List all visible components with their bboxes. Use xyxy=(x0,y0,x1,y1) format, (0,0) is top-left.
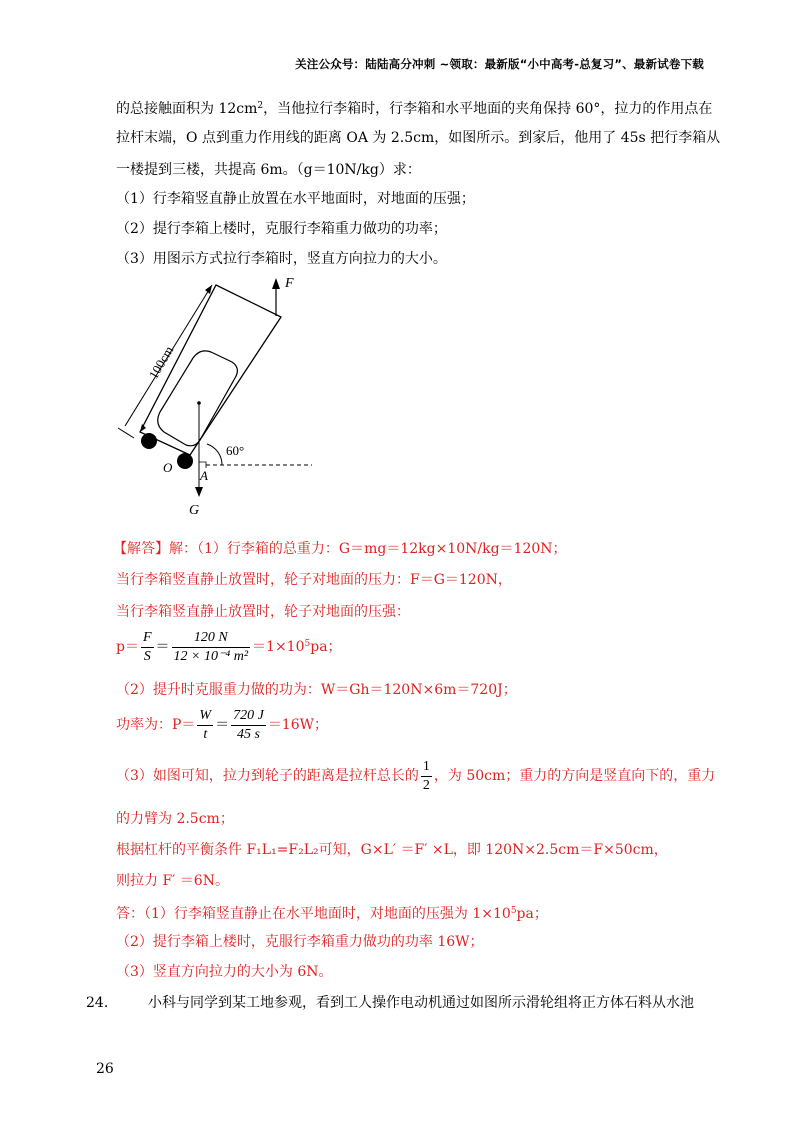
dimension-arrow-top xyxy=(205,285,212,294)
page-header: 关注公众号：陆陆高分冲刺 ~领取：最新版“小中高考-总复习”、最新试卷下载 xyxy=(295,57,704,71)
next-question-text: 小科与同学到某工地参观，看到工人操作电动机通过如图所示滑轮组将正方体石料从水池 xyxy=(148,995,694,1011)
problem-line-1-b: ，当他拉行李箱时，行李箱和水平地面的夹角保持 60°，拉力的作用点在 xyxy=(263,101,713,117)
fraction-den: t xyxy=(203,726,208,742)
label-A: A xyxy=(200,468,208,483)
next-question-number: 24. xyxy=(86,995,109,1011)
answer-line-7-b: ，为 50cm；重力的方向是竖直向下的，重力 xyxy=(433,768,716,784)
pressure-result: ＝1×10 xyxy=(252,639,305,655)
final-answer-1-sup: 5 xyxy=(510,906,517,916)
fraction-num: F xyxy=(141,629,154,648)
answer-line-1-text: 解：（1）行李箱的总重力：G＝mg＝12kg×10N/kg＝120N； xyxy=(169,541,567,557)
angle-label: 60° xyxy=(226,443,245,458)
power-prefix: 功率为：P＝ xyxy=(116,717,196,733)
answer-line-2: 当行李箱竖直静止放置时，轮子对地面的压力：F＝G＝120N， xyxy=(116,572,512,588)
pressure-result-unit: pa； xyxy=(310,639,342,655)
luggage-diagram xyxy=(110,268,350,518)
fraction-F-over-S xyxy=(141,629,154,666)
length-label: 100cm xyxy=(145,343,177,382)
problem-line-3: 一楼提到三楼，共提高 6m。（g＝10N/kg）求： xyxy=(116,162,421,178)
answer-tag: 【解答】 xyxy=(113,541,169,557)
suitcase-handle xyxy=(158,351,238,446)
fraction-num: 720 J xyxy=(231,707,266,726)
question-2: （2）提行李箱上楼时，克服行李箱重力做功的功率； xyxy=(116,221,447,237)
page-number: 26 xyxy=(96,1061,114,1077)
wheel-lower xyxy=(177,453,193,469)
answer-line-7 xyxy=(116,756,715,796)
final-answer-2: （2）提行李箱上楼时，克服行李箱重力做功的功率 16W； xyxy=(116,934,484,950)
problem-line-1-a: 的总接触面积为 12cm xyxy=(116,101,258,117)
answer-line-9: 根据杠杆的平衡条件 F₁L₁=F₂L₂可知，G×L′ ＝F′ ×L，即 120N×2.5cm＝F×50cm， xyxy=(116,842,668,858)
power-result: ＝16W； xyxy=(267,717,329,733)
fraction-den: 2 xyxy=(422,777,430,793)
answer-line-8: 的力臂为 2.5cm； xyxy=(116,811,234,827)
answer-line-7-a: （3）如图可知，拉力到轮子的距离是拉杆总长的 xyxy=(116,768,419,784)
final-answer-1-a: 答：（1）行李箱竖直静止在水平地面时，对地面的压强为 1×10 xyxy=(116,906,511,922)
pressure-formula: p＝ $\frac{F}{S}$ ＝ $\frac{120 N}{\text{12 × 10⁻⁴ m²}}$ $=1\times 10^5pa$； xyxy=(116,629,342,664)
final-answer-1 xyxy=(116,901,548,924)
dimension-arrow-bottom xyxy=(140,424,146,432)
answer-line-10: 则拉力 F′ ＝6N。 xyxy=(116,873,229,889)
fraction-den: 12 × 10⁻⁴ m² xyxy=(173,648,249,664)
final-answer-1-b: pa； xyxy=(516,906,548,922)
label-O: O xyxy=(163,460,173,475)
answer-line-1 xyxy=(113,539,567,559)
fraction-num: 1 xyxy=(421,758,432,777)
problem-line-1 xyxy=(116,96,712,119)
angle-arc xyxy=(207,444,222,465)
pressure-result-sup: 5 xyxy=(304,639,311,649)
force-arrow xyxy=(272,278,280,289)
power-formula: 功率为：P＝ $\frac{W}{t}$ ＝ $\frac{720 J}{45 s}$ ＝16W； xyxy=(116,707,329,742)
gravity-arrow xyxy=(195,487,203,497)
pressure-prefix: p＝ xyxy=(116,639,139,655)
fraction-120N-over-area xyxy=(172,629,251,666)
final-answer-3: （3）竖直方向拉力的大小为 6N。 xyxy=(116,964,333,980)
fraction-W-over-t xyxy=(197,707,213,744)
dimension-tick xyxy=(118,428,134,438)
question-1: （1）行李箱竖直静止放置在水平地面时，对地面的压强； xyxy=(116,191,475,207)
fraction-one-half xyxy=(421,758,432,795)
answer-line-3: 当行李箱竖直静止放置时，轮子对地面的压强： xyxy=(116,604,410,620)
wheel-upper xyxy=(141,433,157,449)
fraction-num: 120 N xyxy=(172,629,251,648)
fraction-num: W xyxy=(197,707,213,726)
problem-line-2: 拉杆末端，O 点到重力作用线的距离 OA 为 2.5cm，如图所示。到家后，他用了 45s 把行李箱从 xyxy=(116,130,721,146)
answer-line-5: （2）提升时克服重力做的功为：W＝Gh＝120N×6m＝720J； xyxy=(116,682,517,698)
fraction-den: S xyxy=(143,648,151,664)
label-G: G xyxy=(189,503,200,518)
fraction-720J-over-45s xyxy=(231,707,266,744)
question-3: （3）用图示方式拉行李箱时，竖直方向拉力的大小。 xyxy=(116,251,447,267)
label-F: F xyxy=(285,276,294,291)
problem-line-1-sup: 2 xyxy=(257,101,264,111)
fraction-den: 45 s xyxy=(236,726,260,742)
